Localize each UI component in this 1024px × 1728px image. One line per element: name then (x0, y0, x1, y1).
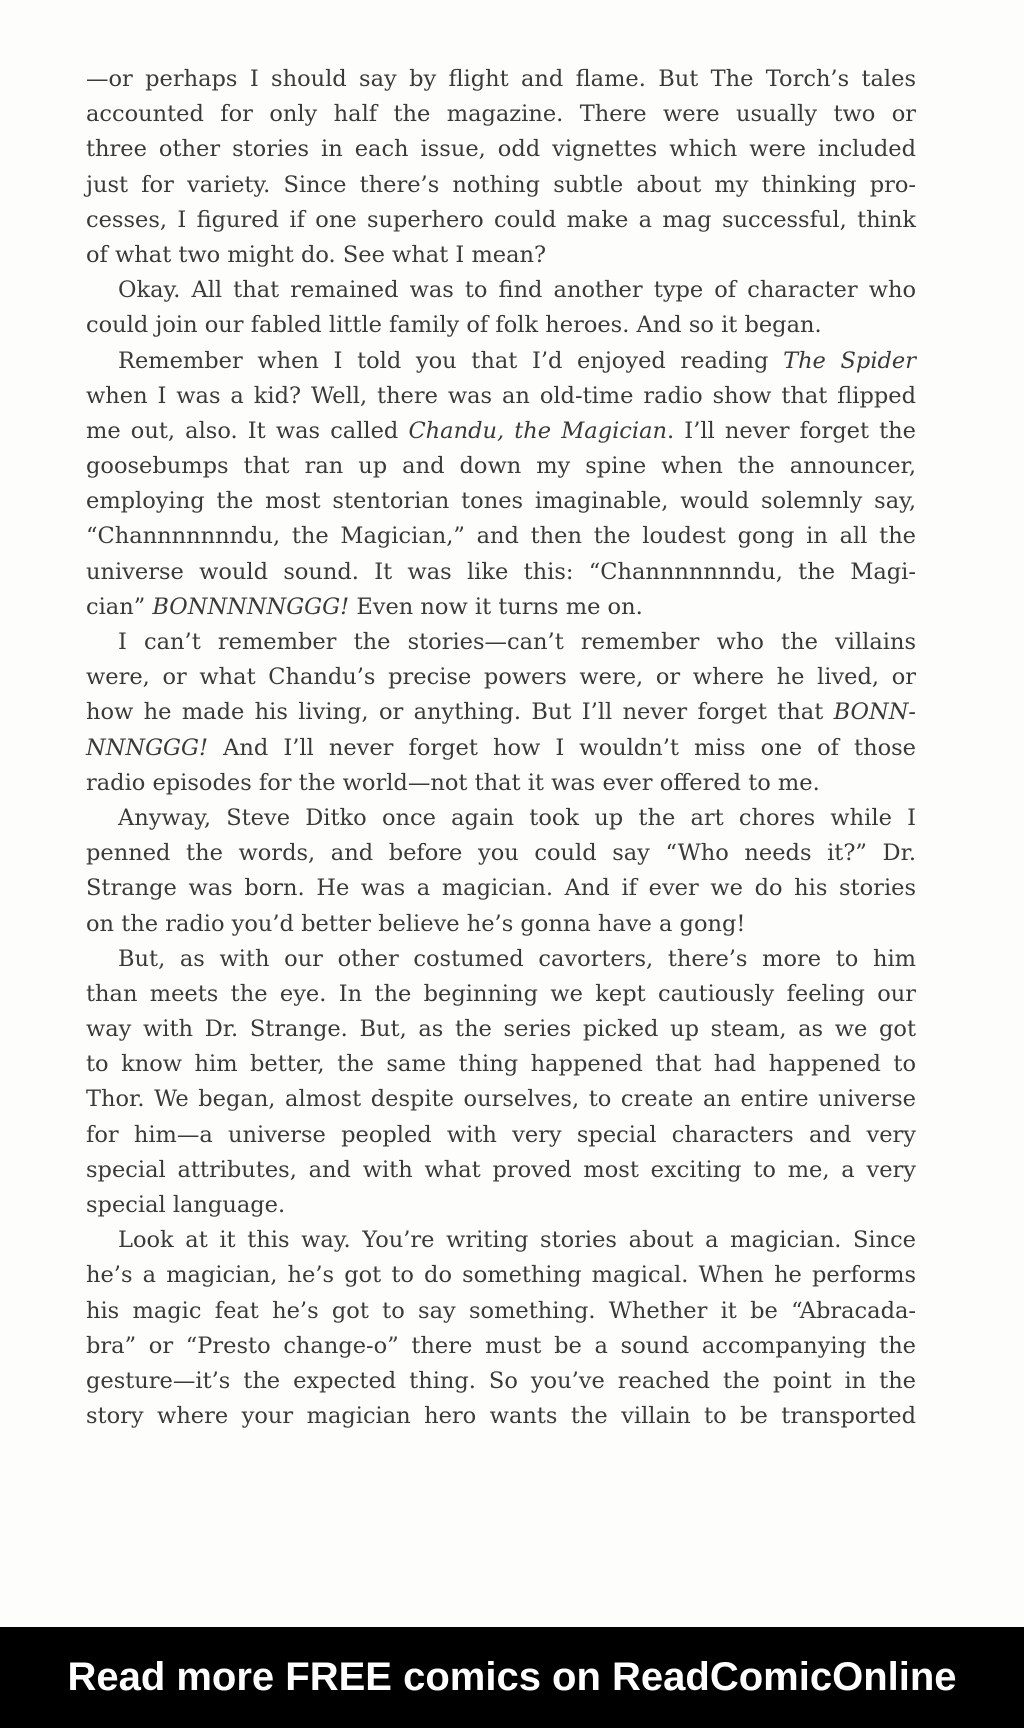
text-line: were, or what Chandu’s precise powers were, or where he lived, or (86, 664, 916, 691)
text-line: —or perhaps I should say by flight and flame. But The Torch’s tales (86, 66, 916, 92)
text-line: when I was a kid? Well, there was an old-time radio show that flipped (86, 382, 916, 409)
promo-banner[interactable] (0, 1627, 1024, 1728)
text-line: how he made his living, or anything. But I’ll never forget that BONN- (86, 699, 916, 726)
paragraph (86, 801, 916, 942)
text-line: his magic feat he’s got to say something. Whether it be “Abracada- (86, 1297, 916, 1324)
text-line: Strange was born. He was a magician. And if ever we do his stories (86, 875, 916, 902)
text-line: way with Dr. Strange. But, as the series picked up steam, as we got (86, 1016, 916, 1043)
text-line: goosebumps that ran up and down my spine when the announcer, (86, 453, 916, 480)
text-line: could join our fabled little family of folk heroes. And so it began. (86, 312, 822, 339)
text-line: Anyway, Steve Ditko once again took up the art chores while I (118, 804, 916, 831)
text-line: Remember when I told you that I’d enjoyed reading The Spider (118, 347, 917, 374)
text-line: universe would sound. It was like this: “Channnnnnndu, the Magi- (86, 558, 916, 585)
text-line: “Channnnnnndu, the Magician,” and then the loudest gong in all the (86, 523, 916, 550)
paragraph (86, 62, 916, 273)
text-line: than meets the eye. In the beginning we kept cautiously feeling our (86, 980, 916, 1007)
text-line: accounted for only half the magazine. There were usually two or (86, 101, 916, 128)
text-line: Thor. We began, almost despite ourselves, to create an entire universe (86, 1086, 916, 1113)
text-line: on the radio you’d better believe he’s gonna have a gong! (86, 910, 746, 937)
text-line: three other stories in each issue, odd vignettes which were included (86, 136, 916, 163)
text-line: he’s a magician, he’s got to do something magical. When he performs (86, 1262, 916, 1289)
text-line: just for variety. Since there’s nothing subtle about my thinking pro- (86, 171, 916, 198)
text-line: cesses, I figured if one superhero could make a mag successful, think (86, 206, 916, 233)
text-line: I can’t remember the stories—can’t remember who the villains (118, 629, 916, 655)
paragraph (86, 273, 916, 343)
text-line: bra” or “Presto change-o” there must be a sound accompanying the (86, 1332, 916, 1359)
text-line: for him—a universe peopled with very special characters and very (86, 1121, 916, 1148)
promo-banner-text[interactable]: Read more FREE comics on ReadComicOnline (67, 1655, 957, 1699)
text-line: special attributes, and with what proved most exciting to me, a very (86, 1156, 916, 1183)
text-line: special language. (86, 1192, 286, 1218)
paragraph (86, 344, 916, 626)
body-text (86, 62, 916, 1434)
text-line: But, as with our other costumed cavorters, there’s more to him (118, 945, 916, 972)
text-line: gesture—it’s the expected thing. So you’ve reached the point in the (86, 1367, 916, 1394)
text-line: employing the most stentorian tones imaginable, would solemnly say, (86, 488, 916, 515)
text-line: NNNGGG! And I’ll never forget how I wouldn’t miss one of those (86, 734, 916, 761)
text-line: penned the words, and before you could say “Who needs it?” Dr. (86, 840, 916, 867)
text-line: story where your magician hero wants the villain to be transported (86, 1403, 916, 1430)
paragraph (86, 1223, 916, 1434)
text-line: cian” BONNNNNGGG! Even now it turns me on. (86, 593, 643, 620)
text-line: of what two might do. See what I mean? (86, 241, 547, 268)
text-line: me out, also. It was called Chandu, the Magician. I’ll never forget the (86, 417, 916, 444)
text-line: Look at it this way. You’re writing stories about a magician. Since (118, 1227, 916, 1254)
paragraph (86, 625, 916, 801)
paragraph (86, 942, 916, 1224)
text-line: radio episodes for the world—not that it was ever offered to me. (86, 769, 820, 796)
text-line: Okay. All that remained was to find another type of character who (118, 277, 916, 304)
text-line: to know him better, the same thing happened that had happened to (86, 1051, 916, 1078)
